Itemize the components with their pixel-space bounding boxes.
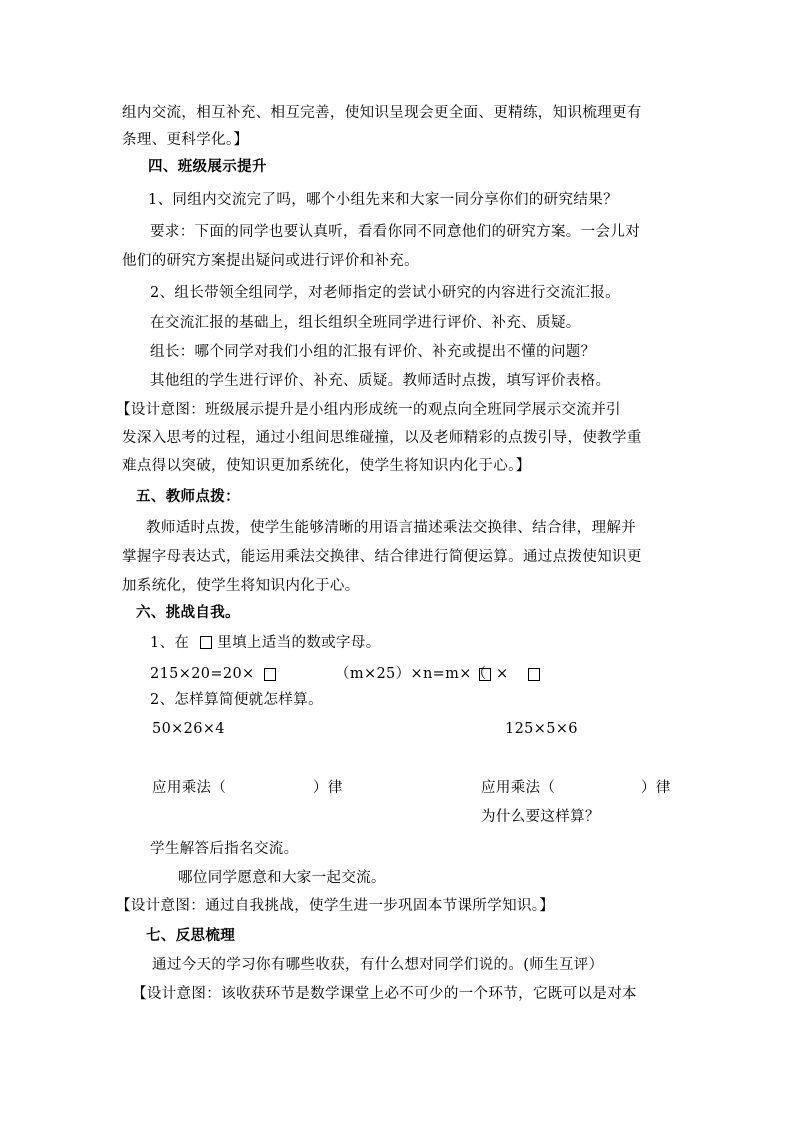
design-intent-line: 发深入思考的过程，通过小组间思维碰撞，以及老师精彩的点拨引导，使教学重 — [122, 430, 642, 446]
instruction-text: 里填上适当的数或字母。 — [217, 635, 381, 651]
paragraph-line: 2、组长带领全组同学，对老师指定的尝试小研究的内容进行交流汇报。 — [150, 285, 620, 301]
fill-blank-equation: （m×25）×n=m×（ — [335, 666, 487, 682]
design-intent-line: 【设计意图：通过自我挑战，使学生进一步巩固本节课所学知识。】 — [116, 898, 555, 914]
paragraph-line: 要求：下面的同学也要认真听，看看你同不同意他们的研究方案。一会儿对 — [150, 224, 641, 240]
question-line: 为什么要这样算？ — [481, 809, 600, 825]
section-heading: 六、挑战自我。 — [136, 604, 240, 621]
section-heading: 七、反思梳理 — [146, 927, 236, 944]
fill-blank-equation: 215×20=20× — [150, 666, 255, 682]
section-heading: 四、班级展示提升 — [148, 158, 267, 175]
paragraph-line: 在交流汇报的基础上，组长组织全班同学进行评价、补充、质疑。 — [150, 315, 581, 331]
blank-box — [200, 636, 212, 649]
multiply-sign: × — [496, 666, 509, 682]
design-intent-line: 【设计意图：班级展示提升是小组内形成统一的观点向全班同学展示交流并引 — [116, 402, 621, 418]
design-intent-line: 【设计意图：该收获环节是数学课堂上必不可少的一个环节，它既可以是对本 — [132, 986, 637, 1002]
paragraph-line: 通过今天的学习你有哪些收获，有什么想对同学们说的。(师生互评） — [152, 957, 604, 973]
design-intent-line: 难点得以突破，使知识更加系统化，使学生将知识内化于心。】 — [122, 458, 531, 474]
paragraph-line: 1、同组内交流完了吗，哪个小组先来和大家一同分享你们的研究结果？ — [148, 192, 618, 208]
paragraph-line: 条理、更科学化。】 — [122, 132, 249, 148]
paragraph-line: 学生解答后指名交流。 — [150, 841, 299, 857]
section-heading: 五、教师点拨： — [136, 488, 240, 505]
blank-box — [479, 668, 491, 681]
paragraph-line: 教师适时点拨，使学生能够清晰的用语言描述乘法交换律、结合律，理解并 — [146, 520, 637, 536]
law-answer-label: ）律 — [313, 780, 343, 796]
law-answer-label: ）律 — [641, 780, 671, 796]
blank-box — [264, 668, 276, 681]
exercise-instruction — [150, 633, 381, 653]
paragraph-line: 组内交流，相互补充、相互完善，使知识呈现会更全面、更精练，知识梳理更有 — [122, 105, 642, 121]
law-answer-label: 应用乘法（ — [481, 780, 556, 796]
exercise-instruction: 2、怎样算简便就怎样算。 — [150, 692, 323, 708]
expression: 50×26×4 — [152, 721, 225, 737]
paragraph-line: 其他组的学生进行评价、补充、质疑。教师适时点拨，填写评价表格。 — [150, 373, 611, 389]
expression: 125×5×6 — [505, 721, 578, 737]
paragraph-line: 组长：哪个同学对我们小组的汇报有评价、补充或提出不懂的问题？ — [150, 344, 596, 360]
instruction-text: 1、在 — [150, 635, 190, 651]
paragraph-line: 加系统化，使学生将知识内化于心。 — [122, 578, 360, 594]
paragraph-line: 哪位同学愿意和大家一起交流。 — [178, 870, 386, 886]
law-answer-label: 应用乘法（ — [152, 780, 227, 796]
blank-box — [528, 668, 540, 681]
paragraph-line: 掌握字母表达式，能运用乘法交换律、结合律进行简便运算。通过点拨使知识更 — [122, 549, 642, 565]
paragraph-line: 他们的研究方案提出疑问或进行评价和补充。 — [122, 253, 419, 269]
